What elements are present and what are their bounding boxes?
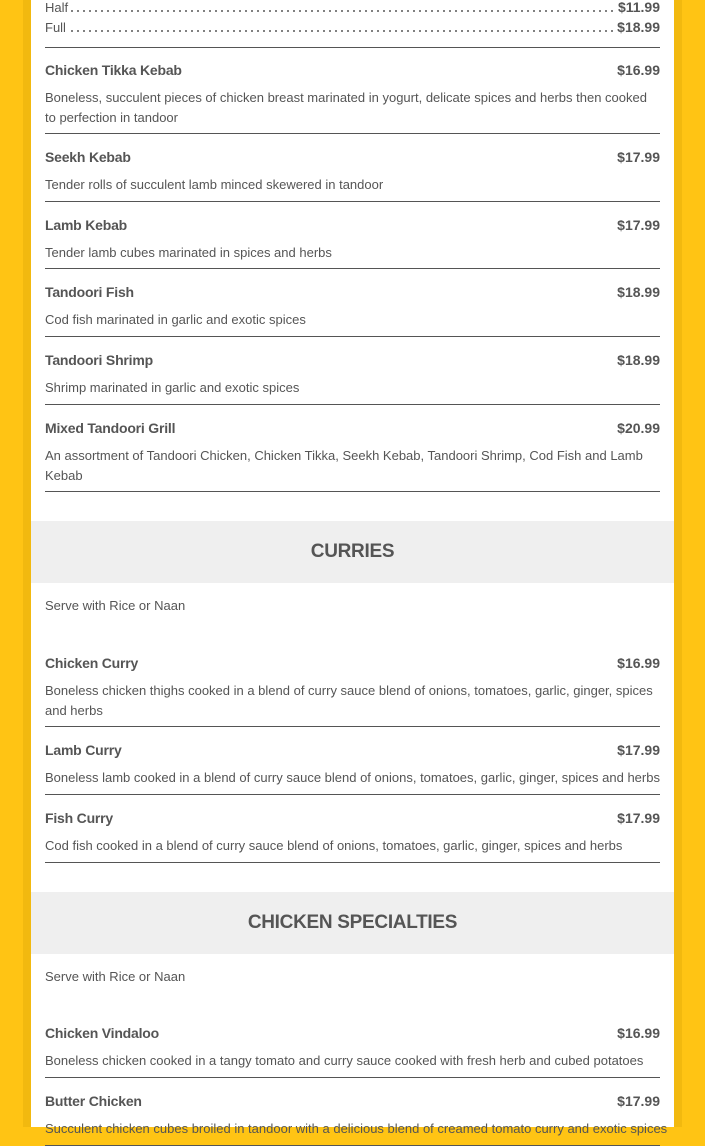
section-note: Serve with Rice or Naan [45,969,186,984]
item-name: Tandoori Shrimp [45,352,153,368]
item-price: $20.99 [617,420,660,436]
item-price: $17.99 [617,149,660,165]
menu-item [45,149,660,202]
menu-item [45,352,660,405]
size-price: $18.99 [617,19,660,35]
menu-item [45,655,660,727]
size-row-full [45,20,660,36]
item-name: Chicken Curry [45,655,139,671]
dot-leader [69,24,614,32]
dot-leader [69,4,614,12]
item-name: Chicken Tikka Kebab [45,62,182,78]
item-description: Cod fish marinated in garlic and exotic spices [45,312,306,327]
size-row-half [45,0,660,16]
menu-item [45,1093,668,1146]
item-name: Lamb Curry [45,742,122,758]
menu-item [45,420,660,492]
item-description: Tender rolls of succulent lamb minced skewered in tandoor [45,177,384,192]
item-name: Tandoori Fish [45,284,134,300]
item-description: Succulent chicken cubes broiled in tandoor with a delicious blend of creamed tomato curry and exotic spices [45,1121,668,1136]
item-description: Tender lamb cubes marinated in spices and herbs [45,245,332,260]
item-description: Shrimp marinated in garlic and exotic spices [45,380,300,395]
item-description: An assortment of Tandoori Chicken, Chicken Tikka, Seekh Kebab, Tandoori Shrimp, Cod Fish and Lamb Kebab [45,448,643,483]
section-note: Serve with Rice or Naan [45,598,186,613]
item-name: Lamb Kebab [45,217,128,233]
menu-item [45,284,660,337]
item-name: Butter Chicken [45,1093,142,1109]
divider [45,47,660,48]
size-label: Half [45,0,69,15]
item-description: Boneless chicken thighs cooked in a blend of curry sauce blend of onions, tomatoes, garlic, ginger, spices and herbs [45,683,653,718]
item-description: Boneless chicken cooked in a tangy tomato and curry sauce cooked with fresh herb and cubed potatoes [45,1053,644,1068]
item-name: Seekh Kebab [45,149,131,165]
menu-item [45,62,660,134]
item-price: $16.99 [617,1025,660,1041]
section-heading-chicken-specialties: CHICKEN SPECIALTIES [31,892,674,954]
item-price: $17.99 [617,1093,660,1109]
menu-panel [31,0,674,1136]
left-stripe [23,0,31,1127]
item-price: $17.99 [617,217,660,233]
item-price: $18.99 [617,284,660,300]
right-stripe [674,0,682,1127]
item-description: Boneless, succulent pieces of chicken breast marinated in yogurt, delicate spices and herbs then cooked to perfection in tandoor [45,90,647,125]
size-price: $11.99 [617,0,660,15]
menu-item [45,1025,660,1078]
item-description: Boneless lamb cooked in a blend of curry sauce blend of onions, tomatoes, garlic, ginger, spices and herbs [45,770,660,785]
item-price: $16.99 [617,655,660,671]
item-description: Cod fish cooked in a blend of curry sauce blend of onions, tomatoes, garlic, ginger, spices and herbs [45,838,623,853]
item-name: Mixed Tandoori Grill [45,420,176,436]
menu-item [45,217,660,269]
item-price: $17.99 [617,742,660,758]
item-name: Chicken Vindaloo [45,1025,160,1041]
menu-item [45,810,660,863]
item-name: Fish Curry [45,810,114,826]
size-label: Full [45,20,66,35]
menu-item [45,742,660,795]
section-heading-curries: CURRIES [31,521,674,583]
item-price: $18.99 [617,352,660,368]
item-price: $17.99 [617,810,660,826]
item-price: $16.99 [617,62,660,78]
